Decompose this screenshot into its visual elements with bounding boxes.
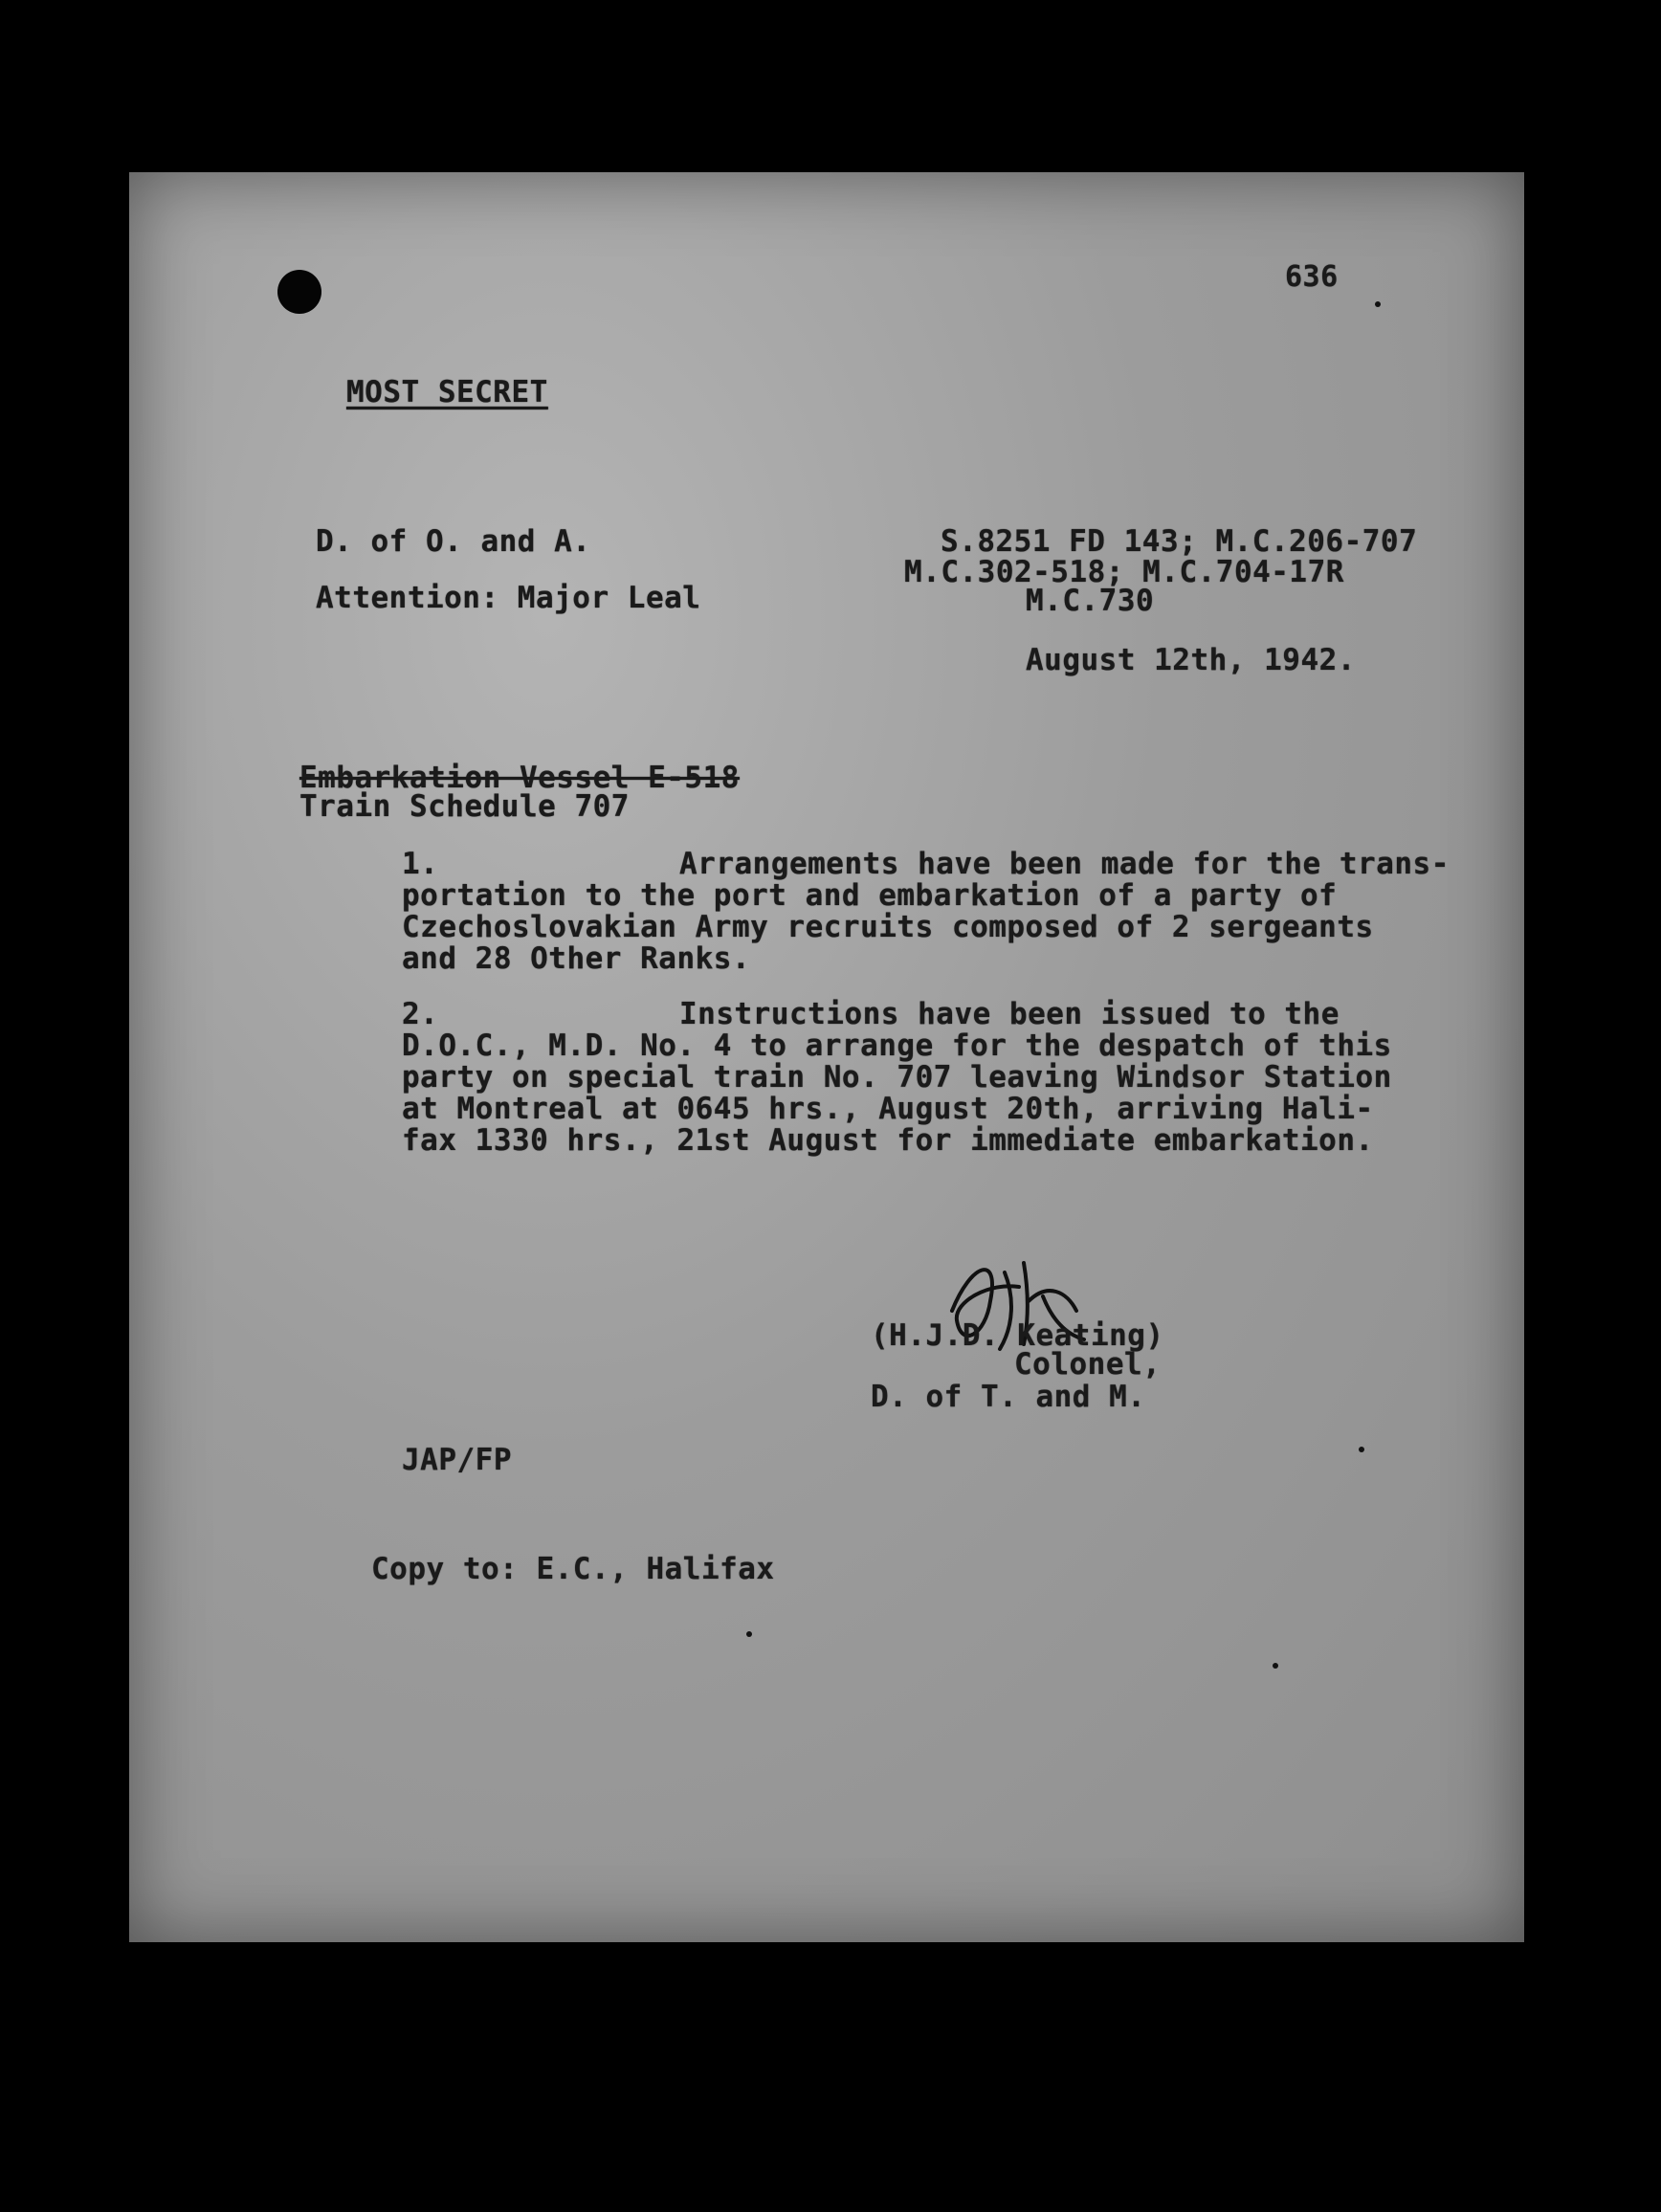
ink-speck bbox=[1273, 1663, 1278, 1669]
paragraph-2-number: 2. bbox=[402, 997, 439, 1031]
signatory-rank: Colonel, bbox=[1014, 1347, 1162, 1382]
reference-line-2: M.C.302-518; M.C.704-17R bbox=[904, 555, 1344, 589]
paragraph-2-line: D.O.C., M.D. No. 4 to arrange for the despatch of this bbox=[402, 1029, 1392, 1063]
addressee: D. of O. and A. bbox=[316, 524, 591, 559]
paragraph-2-line: Instructions have been issued to the bbox=[679, 997, 1340, 1031]
paragraph-1-line: Arrangements have been made for the trans- bbox=[679, 847, 1450, 881]
subject-line-1: Embarkation Vessel E-518 bbox=[299, 761, 740, 795]
paragraph-2-line: fax 1330 hrs., 21st August for immediate embarkation. bbox=[402, 1123, 1374, 1158]
paragraph-1-line: portation to the port and embarkation of a party of bbox=[402, 878, 1338, 913]
reference-line-1: S.8251 FD 143; M.C.206-707 bbox=[941, 524, 1418, 559]
punch-hole bbox=[277, 270, 321, 314]
classification-heading: MOST SECRET bbox=[346, 375, 548, 409]
ink-speck bbox=[1359, 1447, 1364, 1452]
paragraph-1-line: Czechoslovakian Army recruits composed of 2 sergeants bbox=[402, 910, 1374, 944]
attention-line: Attention: Major Leal bbox=[316, 581, 701, 615]
paragraph-1-line: and 28 Other Ranks. bbox=[402, 941, 751, 976]
ink-speck bbox=[1375, 301, 1381, 307]
copy-to-line: Copy to: E.C., Halifax bbox=[371, 1552, 775, 1586]
page-number: 636 bbox=[1285, 260, 1339, 294]
paragraph-2-line: party on special train No. 707 leaving Windsor Station bbox=[402, 1060, 1392, 1095]
subject-line-2: Train Schedule 707 bbox=[299, 789, 630, 824]
reference-line-3: M.C.730 bbox=[1026, 584, 1155, 618]
paragraph-1-number: 1. bbox=[402, 847, 439, 881]
signatory-title: D. of T. and M. bbox=[871, 1380, 1146, 1414]
letter-date: August 12th, 1942. bbox=[1026, 643, 1356, 677]
paragraph-2-line: at Montreal at 0645 hrs., August 20th, arriving Hali- bbox=[402, 1092, 1374, 1126]
signatory-name: (H.J.D. Keating) bbox=[871, 1318, 1164, 1353]
reference-initials: JAP/FP bbox=[402, 1443, 512, 1477]
ink-speck bbox=[746, 1631, 752, 1637]
